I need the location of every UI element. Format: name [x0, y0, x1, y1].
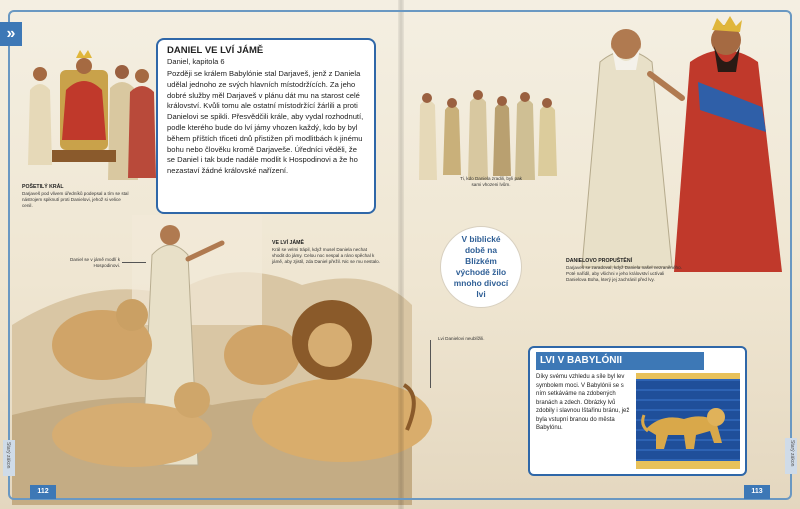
side-label-right: Starý zákon: [789, 440, 795, 467]
lions-box-text: Díky svému vzhledu a síle byl lev symbolem moci. V Babylónii se s ním setkáváme na zdobených branách a zdech. Obrázky lvů zdobily i slavnou Ištařinu bránu, jež byla vstupní branou do města Babylónu.: [536, 374, 630, 431]
caption-release: [566, 258, 684, 283]
caption-lions-spared: Lvi Danielovi neublížili.: [438, 336, 485, 341]
story-body: Později se králem Babylónie stal Darjaveš, jenž z Daniela udělal jednoho ze svých hlavních místodržících. Za jeho dobré služby měl Darjaveš v plánu dát mu na starost celé království. Kvůli tomu ale ostatní místodržící žárlili a proti Danielovi se spikli. Přesvědčili krále, aby vydal rozhodnutí, podle kterého bude do lví jámy vhozen každý, kdo by byl během příštích třiceti dnů přistižen při modlitbách k jinému bohu nebo člověku kromě Darjaveše. Úředníci věděli, že se Daniel i tak bude nadále modlit k Hospodinovi a že ho nezastaví žádné královské nařízení.: [167, 69, 364, 176]
ishtar-gate-lion-image: [636, 373, 740, 469]
fact-bubble-text: V biblické době na Blízkém východě žilo mnoho divocí lvi: [453, 234, 509, 299]
page-number-right: 113: [744, 485, 770, 499]
next-section-icon[interactable]: »: [0, 22, 22, 46]
lions-box-title: LVI V BABYLÓNII: [536, 352, 704, 370]
story-text-box: [156, 38, 376, 214]
caption-in-lions-den: [272, 240, 380, 265]
side-label-left: Starý zákon: [5, 442, 11, 469]
caption-daniel-prays: Daniel se v jámě modlí k Hospodinovi.: [69, 257, 120, 268]
caption-in-lions-den-title: VE LVÍ JÁMĚ: [272, 240, 304, 246]
story-title: DANIEL VE LVÍ JÁMĚ: [167, 45, 264, 56]
caption-release-title: DANIELOVO PROPUŠTĚNÍ: [566, 258, 633, 264]
story-reference: Daniel, kapitola 6: [167, 57, 225, 66]
caption-release-text: Darjaveš se zaradoval, když Daniela našel nezraněného. Poté nařídil, aby všichni v jeho království uctívali Danielova Boha, který jej zachránil před lvy.: [566, 265, 682, 282]
caption-pointer: [122, 262, 146, 263]
caption-foolish-king-text: Darjaveš pod vlivem úředníků podepsal a tím se stal nástrojem spiknutí proti Danielovi, jehož si velice cenil.: [22, 191, 129, 208]
fact-bubble: [440, 226, 522, 308]
caption-pointer: [430, 340, 431, 388]
caption-accusers: Ti, kdo Daniela zradili, byli pak sami vhozeni lvům.: [460, 176, 522, 187]
page-number-left: 112: [30, 485, 56, 499]
caption-foolish-king: [22, 184, 130, 209]
lions-in-babylon-box: [528, 346, 747, 476]
caption-in-lions-den-text: Král se velmi trápil, když musel Daniela nechat vhodit do jámy. Celou noc nespal a ráno spěchal k jámě, aby zjistil, zda Daniel přežil. Nic se mu nestalo.: [272, 247, 380, 264]
caption-foolish-king-title: POŠETILÝ KRÁL: [22, 184, 64, 190]
